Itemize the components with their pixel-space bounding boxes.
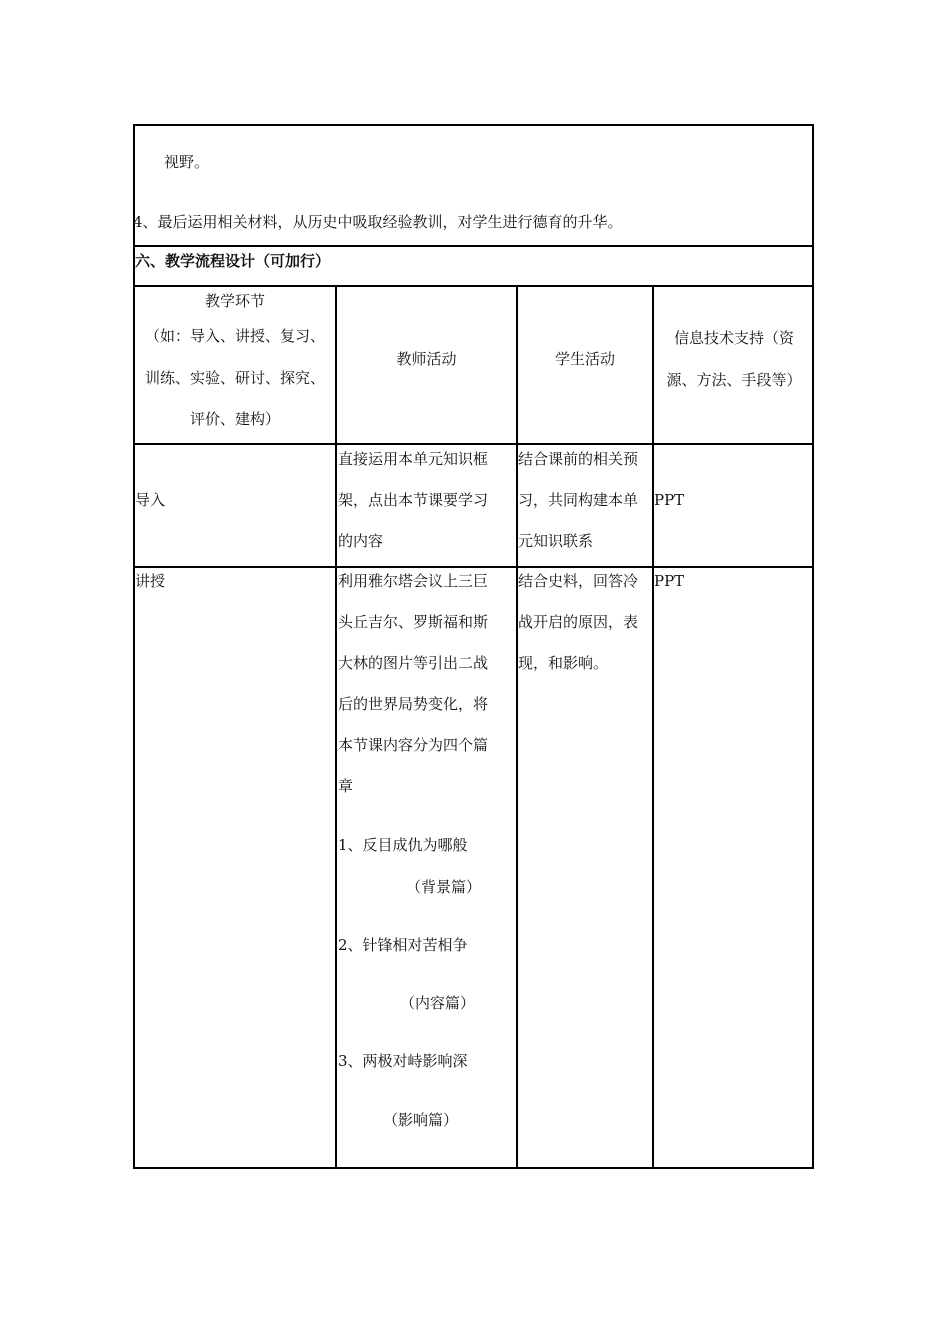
row-intro-student-line-2: 习，共同构建本单	[518, 491, 639, 509]
header-tech-line-2: 源、方法、手段等）	[666, 371, 802, 389]
chapter-3-title: 3、两极对峙影响深	[338, 1052, 468, 1070]
row-lecture-student-line-3: 现，和影响。	[518, 654, 609, 672]
chapter-2-title: 2、针锋相对苦相争	[338, 936, 468, 954]
chapter-1-title: 1、反目成仇为哪般	[338, 836, 468, 854]
header-student-activity: 学生活动	[554, 350, 615, 368]
section-five-line-2: 4、最后运用相关材料，从历史中吸取经验教训，对学生进行德育的升华。	[133, 213, 623, 231]
row-intro-teacher-line-2: 架，点出本节课要学习	[338, 491, 489, 509]
row-intro-teacher-line-3: 的内容	[338, 532, 384, 550]
row-lecture-teacher-line-1: 利用雅尔塔会议上三巨	[338, 572, 489, 590]
row-lecture-student-line-1: 结合史料，回答冷	[518, 572, 639, 590]
chapter-1-subtitle: （背景篇）	[406, 878, 482, 896]
header-stage-line-2: （如：导入、讲授、复习、	[144, 327, 325, 345]
row-lecture-teacher-line-5: 本节课内容分为四个篇	[338, 736, 489, 754]
header-tech-line-1: 信息技术支持（资	[673, 329, 794, 347]
section-six-title: 六、教学流程设计（可加行）	[135, 252, 331, 270]
chapter-2-subtitle: （内容篇）	[400, 994, 476, 1012]
row-lecture-teacher-line-2: 头丘吉尔、罗斯福和斯	[338, 613, 489, 631]
row-intro-student-line-1: 结合课前的相关预	[518, 450, 639, 468]
table-row-divider-1	[133, 443, 814, 445]
row-lecture-tech: PPT	[654, 572, 685, 590]
table-row-divider-2	[133, 566, 814, 568]
table-divider-3	[652, 285, 654, 1169]
header-teacher-activity: 教师活动	[396, 350, 457, 368]
chapter-3-subtitle: （影响篇）	[383, 1111, 459, 1129]
header-stage-line-3: 训练、实验、研讨、探究、	[144, 369, 325, 387]
row-intro-stage: 导入	[135, 491, 166, 509]
header-stage-line-4: 评价、建构）	[189, 410, 280, 428]
section-five-line-1: 视野。	[164, 153, 210, 171]
row-lecture-student-line-2: 战开启的原因，表	[518, 613, 639, 631]
table-divider-1	[335, 285, 337, 1169]
row-lecture-stage: 讲授	[135, 572, 166, 590]
row-intro-tech: PPT	[654, 491, 685, 509]
row-lecture-teacher-line-3: 大林的图片等引出二战	[338, 654, 489, 672]
table-divider-2	[516, 285, 518, 1169]
row-lecture-teacher-line-6: 章	[338, 777, 354, 795]
row-intro-student-line-3: 元知识联系	[518, 532, 594, 550]
header-stage-line-1: 教学环节	[204, 292, 265, 310]
row-intro-teacher-line-1: 直接运用本单元知识框	[338, 450, 489, 468]
row-lecture-teacher-line-4: 后的世界局势变化，将	[338, 695, 489, 713]
